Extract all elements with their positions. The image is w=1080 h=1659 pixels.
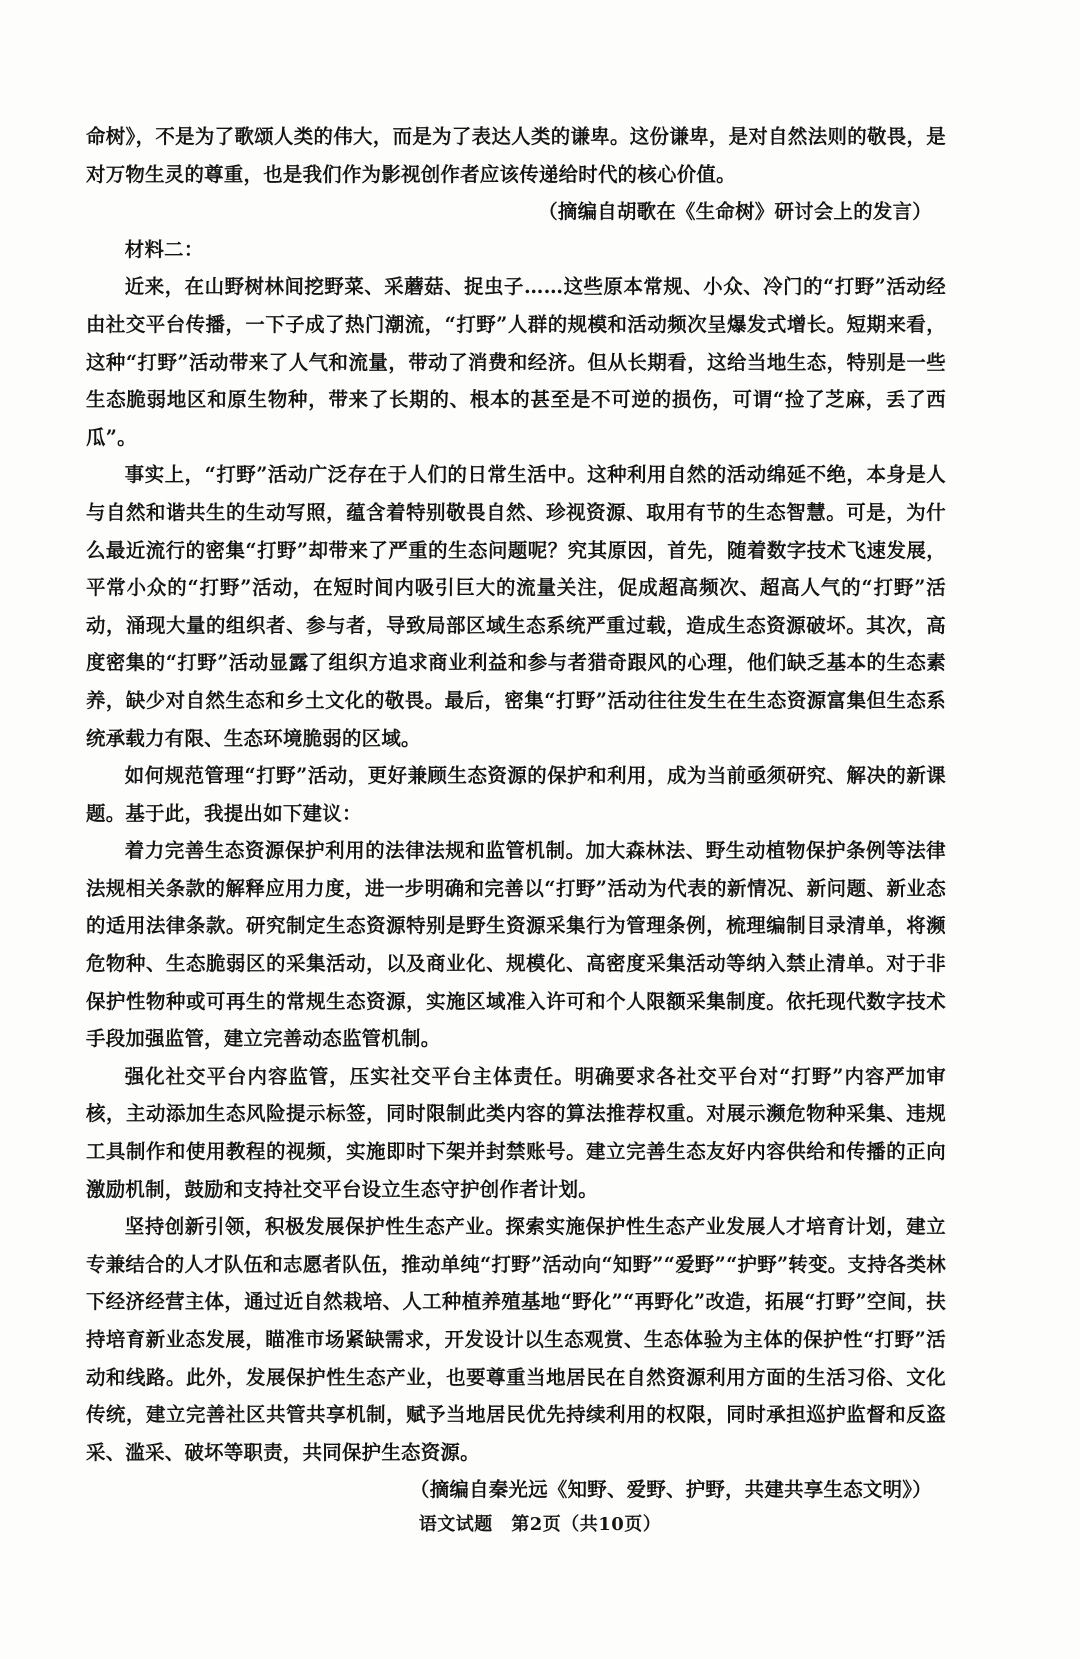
paragraph: 如何规范管理“打野”活动，更好兼顾生态资源的保护和利用，成为当前亟须研究、解决的新课题。基于此，我提出如下建议： [86, 764, 946, 825]
paragraph: 着力完善生态资源保护利用的法律法规和监管机制。加大森林法、野生动植物保护条例等法律法规相关条款的解释应用力度，进一步明确和完善以“打野”活动为代表的新情况、新问题、新业态的适用法律条款。研究制定生态资源特别是野生资源采集行为管理条例，梳理编制目录清单，将濒危物种、生态脆弱区的采集活动，以及商业化、规模化、高密度采集活动等纳入禁止清单。对于非保护性物种或可再生的常规生态资源，实施区域准入许可和个人限额采集制度。依托现代数字技术手段加强监管，建立完善动态监管机制。 [86, 839, 946, 1051]
paragraph: 近来，在山野树林间挖野菜、采蘑菇、捉虫子……这些原本常规、小众、冷门的“打野”活动经由社交平台传播，一下子成了热门潮流，“打野”人群的规模和活动频次呈爆发式增长。短期来看，这种“打野”活动带来了人气和流量，带动了消费和经济。但从长期看，这给当地生态，特别是一些生态脆弱地区和原生物种，带来了长期的、根本的甚至是不可逆的损伤，可谓“捡了芝麻，丢了西瓜”。 [86, 275, 946, 449]
paragraph: 强化社交平台内容监管，压实社交平台主体责任。明确要求各社交平台对“打野”内容严加审核，主动添加生态风险提示标签，同时限制此类内容的算法推荐权重。对展示濒危物种采集、违规工具制作和使用教程的视频，实施即时下架并封禁账号。建立完善生态友好内容供给和传播的正向激励机制，鼓励和支持社交平台设立生态守护创作者计划。 [86, 1064, 946, 1201]
paragraph: 坚持创新引领，积极发展保护性生态产业。探索实施保护性生态产业发展人才培育计划，建立专兼结合的人才队伍和志愿者队伍，推动单纯“打野”活动向“知野”“爱野”“护野”转变。支持各类林下经济经营主体，通过近自然栽培、人工种植养殖基地“野化”“再野化”改造，拓展“打野”空间，扶持培育新业态发展，瞄准市场紧缺需求，开发设计以生态观赏、生态体验为主体的保护性“打野”活动和线路。此外，发展保护性生态产业，也要尊重当地居民在自然资源利用方面的生活习俗、文化传统，建立完善社区共管共享机制，赋予当地居民优先持续利用的权限，同时承担巡护监督和反盗采、滥采、破坏等职责，共同保护生态资源。 [86, 1215, 946, 1464]
paragraph-continued: 命树》，不是为了歌颂人类的伟大，而是为了表达人类的谦卑。这份谦卑，是对自然法则的敬畏，是对万物生灵的尊重，也是我们作为影视创作者应该传递给时代的核心价值。 [86, 125, 946, 186]
page-footer: 语文试题 第2页（共10页） [418, 1514, 662, 1535]
citation-qin-guangyuan: （摘编自秦光远《知野、爱野、护野，共建共享生态文明》） [410, 1478, 932, 1502]
article-body [86, 118, 946, 1509]
citation-hu-ge: （摘编自胡歌在《生命树》研讨会上的发言） [538, 200, 932, 224]
material-two-heading: 材料二： [124, 237, 204, 261]
paragraph: 事实上，“打野”活动广泛存在于人们的日常生活中。这种利用自然的活动绵延不绝，本身是人与自然和谐共生的生动写照，蕴含着特别敬畏自然、珍视资源、取用有节的生态智慧。可是，为什么最近流行的密集“打野”却带来了严重的生态问题呢？究其原因，首先，随着数字技术飞速发展，平常小众的“打野”活动，在短时间内吸引巨大的流量关注，促成超高频次、超高人气的“打野”活动，涌现大量的组织者、参与者，导致局部区域生态系统严重过载，造成生态资源破坏。其次，高度密集的“打野”活动显露了组织方追求商业利益和参与者猎奇跟风的心理，他们缺乏基本的生态素养，缺少对自然生态和乡土文化的敬畏。最后，密集“打野”活动往往发生在生态资源富集但生态系统承载力有限、生态环境脆弱的区域。 [86, 463, 946, 750]
